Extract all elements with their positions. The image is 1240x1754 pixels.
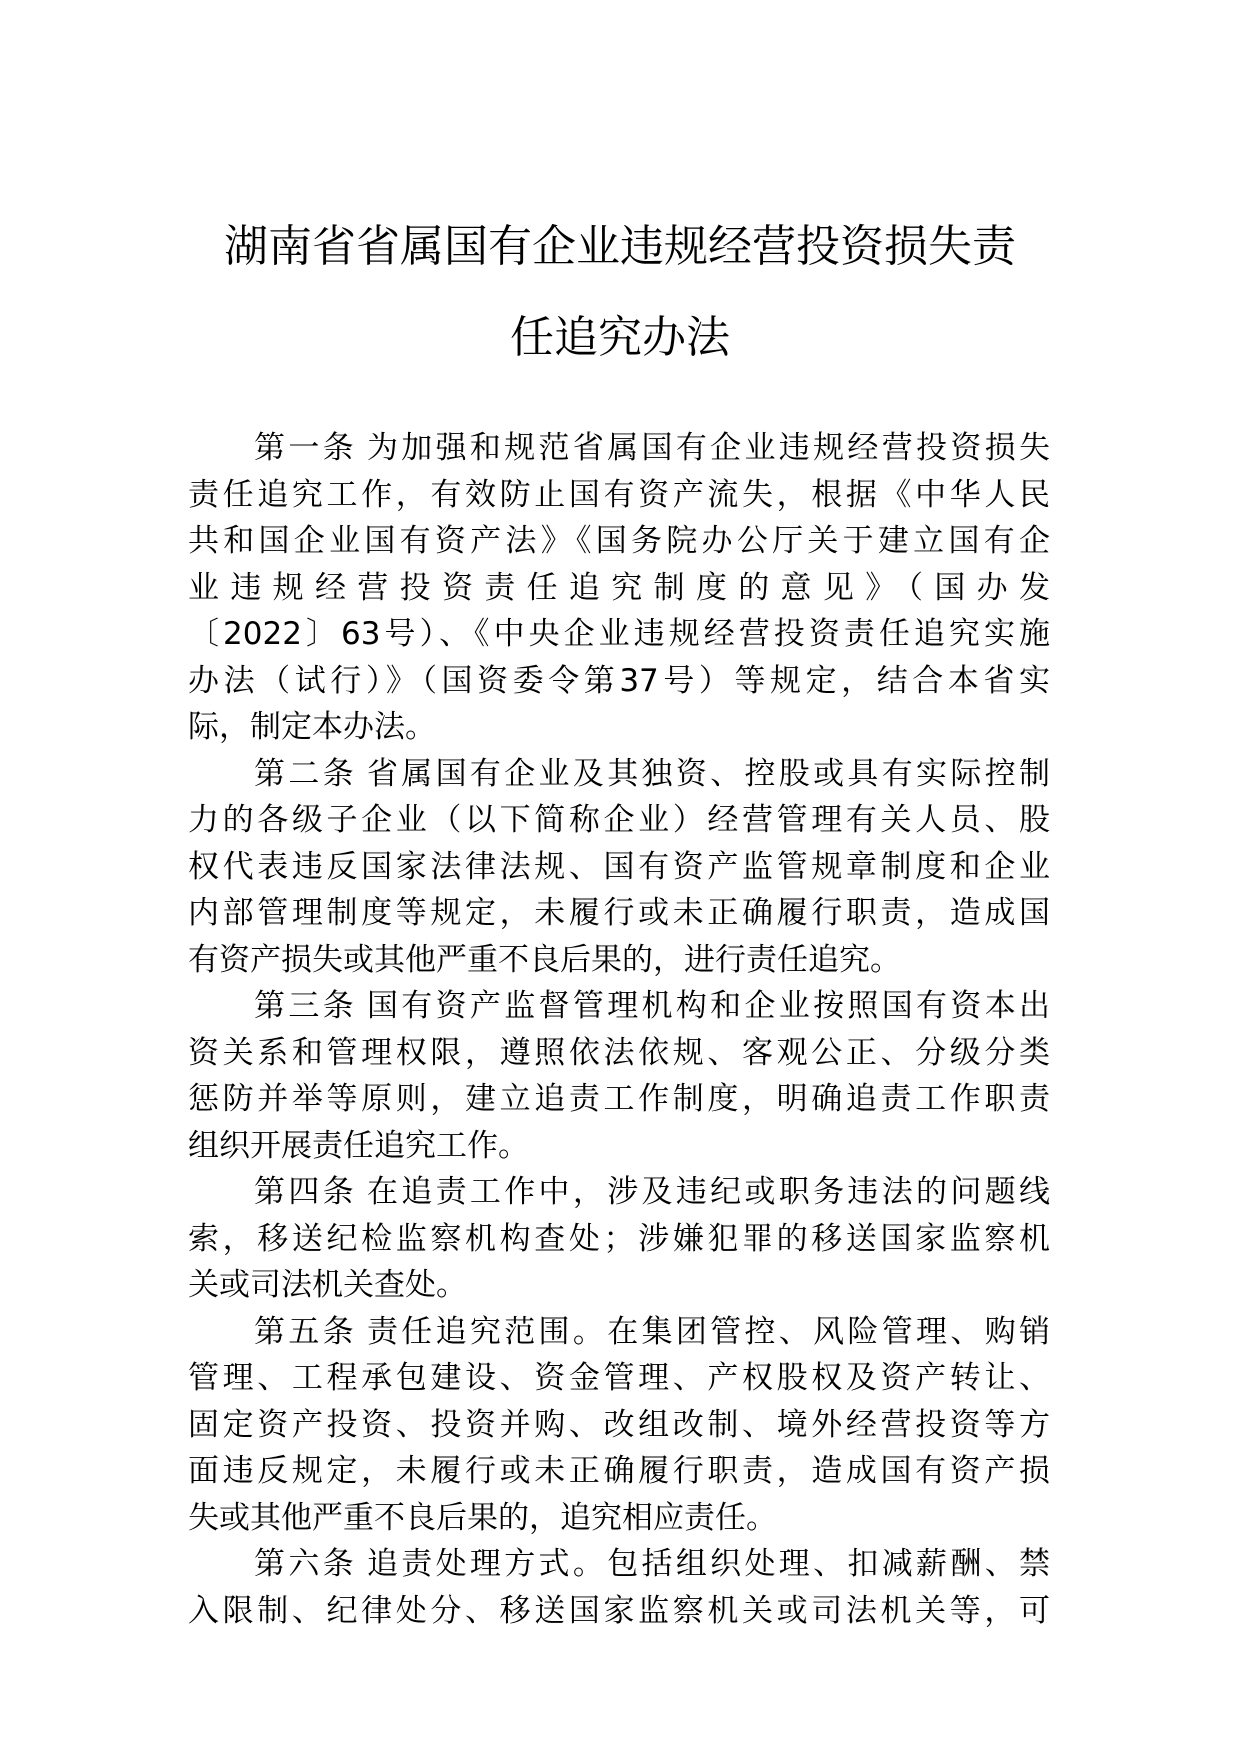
paragraph-line: [188, 937, 1050, 984]
paragraph-line: [188, 472, 1050, 519]
line-text: 面违反规定，未履行或未正确履行职责，造成国有资产损: [188, 1453, 1050, 1489]
paragraph-line: [188, 1030, 1050, 1077]
line-text: 共和国企业国有资产法》《国务院办公厅关于建立国有企: [188, 523, 1050, 559]
paragraph-line: [188, 1448, 1050, 1495]
line-text: 索，移送纪检监察机构查处；涉嫌犯罪的移送国家监察机: [188, 1220, 1050, 1257]
article-first-line: [188, 1541, 1050, 1588]
article-first-line: [188, 1309, 1050, 1356]
line-text: 办法（试行）》（国资委令第37号）等规定，结合本省实: [188, 662, 1050, 699]
document-body: [188, 425, 1050, 1634]
paragraph-line: [188, 1402, 1050, 1449]
article-first-line: [188, 983, 1050, 1030]
line-text: 内部管理制度等规定，未履行或未正确履行职责，造成国: [188, 895, 1050, 931]
article-first-line: [188, 751, 1050, 798]
document-title-line-1: 湖南省省属国有企业违规经营投资损失责: [224, 221, 1016, 272]
paragraph-line: [188, 844, 1050, 891]
paragraph-line: [188, 1216, 1050, 1263]
paragraph-line: [188, 704, 1050, 751]
line-text: 际，制定本办法。: [188, 709, 436, 745]
line-text: 为加强和规范省属国有企业违规经营投资损失: [366, 430, 1050, 466]
article-number: 第二条: [254, 755, 357, 792]
paragraph-line: [188, 797, 1050, 844]
paragraph-line: [188, 611, 1050, 658]
line-text: 关或司法机关查处。: [188, 1267, 467, 1303]
line-text: 资关系和管理权限，遵照依法依规、客观公正、分级分类: [188, 1034, 1050, 1071]
line-text: 在追责工作中，涉及违纪或职务违法的问题线: [366, 1174, 1050, 1210]
line-text: 业违规经营投资责任追究制度的意见》（国办发: [188, 569, 1050, 606]
line-text: 权代表违反国家法律法规、国有资产监管规章制度和企业: [188, 848, 1050, 885]
paragraph-line: [188, 658, 1050, 705]
paragraph-line: [188, 565, 1050, 612]
line-text: 力的各级子企业（以下简称企业）经营管理有关人员、股: [188, 802, 1050, 838]
article-number: 第三条: [254, 988, 357, 1024]
paragraph-line: [188, 890, 1050, 937]
paragraph-line: [188, 1123, 1050, 1170]
line-text: 组织开展责任追究工作。: [188, 1127, 529, 1164]
line-text: 入限制、纪律处分、移送国家监察机关或司法机关等，可: [188, 1592, 1050, 1629]
article-first-line: [188, 425, 1050, 472]
article-number: 第六条: [254, 1546, 357, 1582]
article-number: 第四条: [254, 1174, 357, 1210]
line-text: 有资产损失或其他严重不良后果的，进行责任追究。: [188, 941, 901, 978]
line-text: 责任追究范围。在集团管控、风险管理、购销: [366, 1313, 1050, 1350]
line-text: 国有资产监督管理机构和企业按照国有资本出: [366, 988, 1050, 1024]
article-number: 第一条: [254, 430, 357, 466]
article-first-line: [188, 1169, 1050, 1216]
article-number: 第五条: [254, 1313, 357, 1350]
paragraph-line: [188, 1262, 1050, 1309]
line-text: 责任追究工作，有效防止国有资产流失，根据《中华人民: [188, 476, 1050, 513]
line-text: 〔2022〕63号）、《中央企业违规经营投资责任追究实施: [188, 616, 1050, 652]
line-text: 固定资产投资、投资并购、改组改制、境外经营投资等方: [188, 1406, 1050, 1443]
paragraph-line: [188, 1076, 1050, 1123]
line-text: 管理、工程承包建设、资金管理、产权股权及资产转让、: [188, 1360, 1050, 1396]
line-text: 失或其他严重不良后果的，追究相应责任。: [188, 1499, 777, 1536]
line-text: 省属国有企业及其独资、控股或具有实际控制: [366, 755, 1050, 792]
document-title-line-2: 任追究办法: [510, 312, 730, 363]
line-text: 追责处理方式。包括组织处理、扣减薪酬、禁: [366, 1546, 1050, 1582]
paragraph-line: [188, 1355, 1050, 1402]
paragraph-line: [188, 1588, 1050, 1635]
line-text: 惩防并举等原则，建立追责工作制度，明确追责工作职责: [188, 1081, 1050, 1117]
paragraph-line: [188, 518, 1050, 565]
paragraph-line: [188, 1495, 1050, 1542]
